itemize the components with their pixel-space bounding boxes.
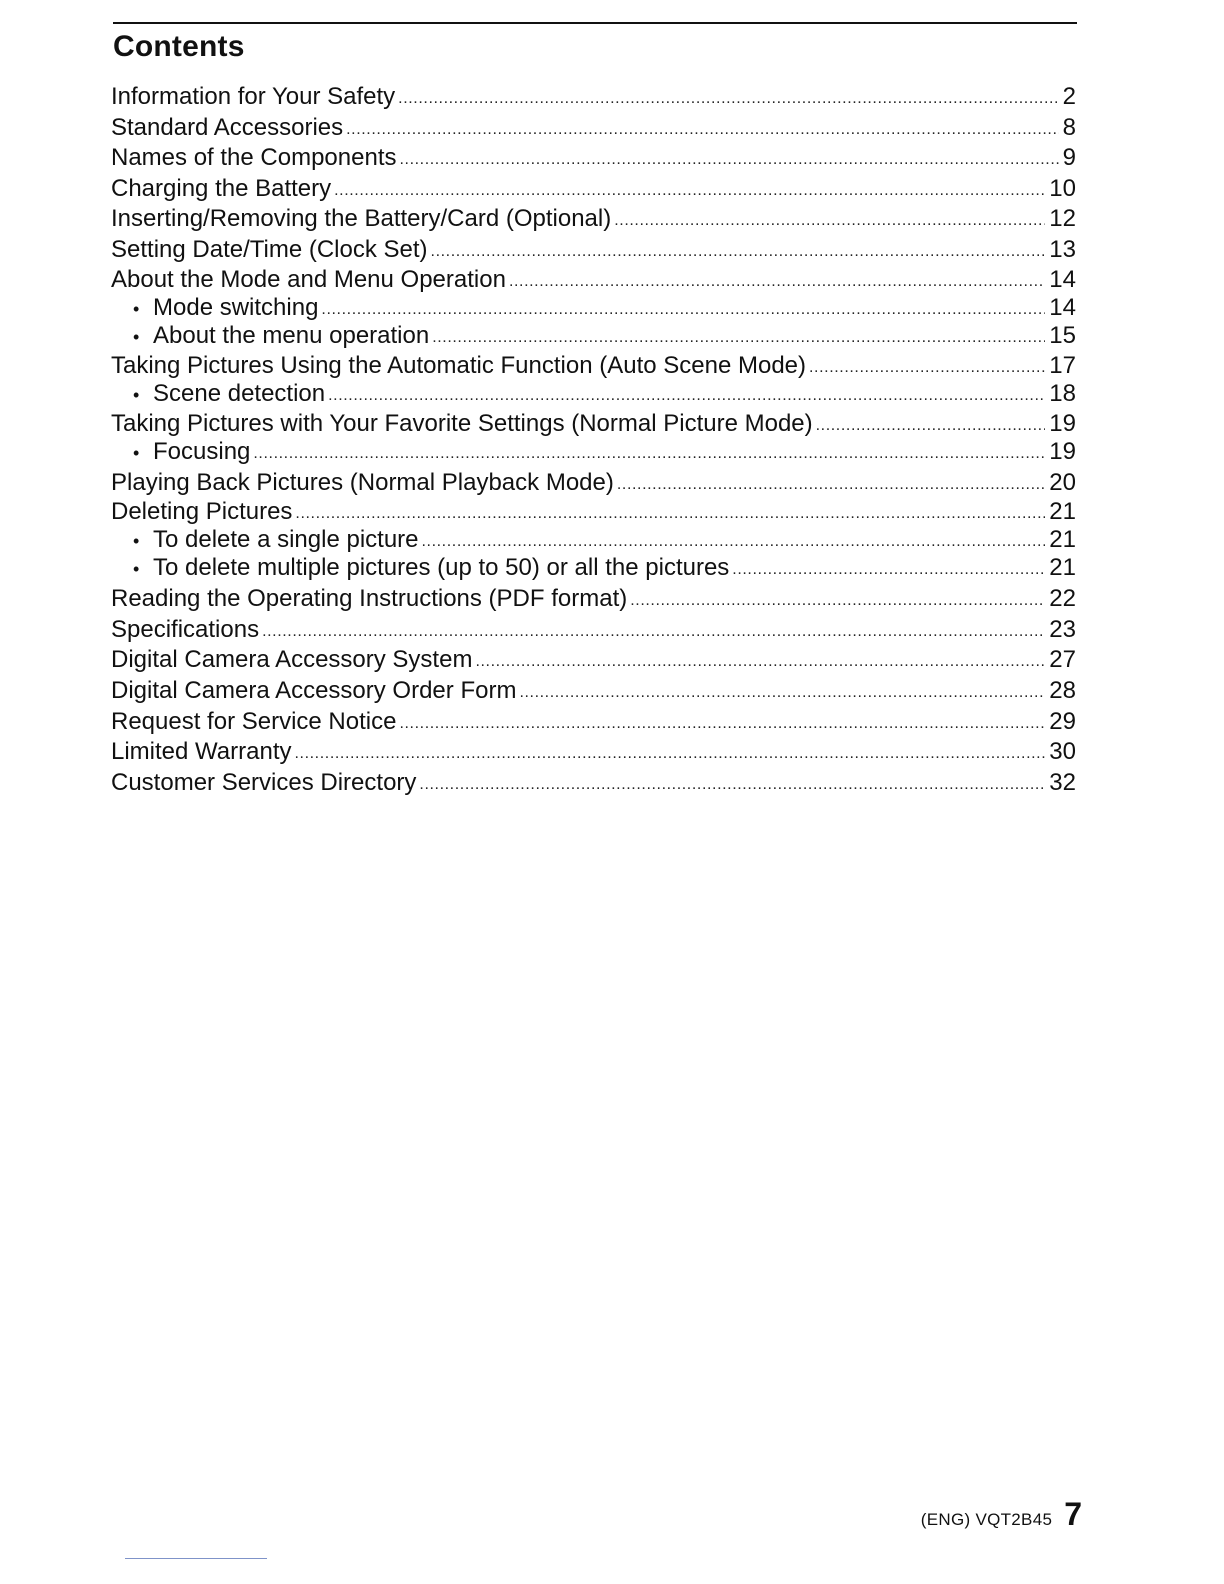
dot-leader xyxy=(346,112,1059,146)
toc-entry[interactable] xyxy=(111,266,1076,294)
dot-leader xyxy=(295,736,1046,770)
toc-entry-title: Customer Services Directory xyxy=(111,768,417,796)
toc-entry-page: 9 xyxy=(1062,144,1076,172)
toc-entry-page: 13 xyxy=(1049,235,1076,263)
toc-entry-title: Standard Accessories xyxy=(111,113,344,141)
toc-entry-page: 14 xyxy=(1049,293,1076,321)
toc-entry-title: Reading the Operating Instructions (PDF format) xyxy=(111,585,628,613)
top-rule xyxy=(113,22,1077,24)
toc-entry-page: 14 xyxy=(1049,265,1076,293)
toc-subentry[interactable] xyxy=(111,294,1076,322)
bullet-icon: • xyxy=(133,531,140,552)
toc-entry-page: 32 xyxy=(1049,768,1076,796)
document-code: (ENG) VQT2B45 xyxy=(920,1510,1053,1529)
dot-leader xyxy=(328,379,1045,410)
dot-leader xyxy=(334,173,1045,207)
toc-entry-page: 19 xyxy=(1049,409,1076,437)
toc-entry[interactable] xyxy=(111,676,1076,707)
dot-leader xyxy=(321,293,1045,324)
toc-entry[interactable] xyxy=(111,498,1076,526)
toc-entry-page: 17 xyxy=(1049,351,1076,379)
toc-entry[interactable] xyxy=(111,615,1076,646)
dot-leader xyxy=(419,767,1045,801)
toc-subentry-label: To delete a single picture xyxy=(153,526,419,554)
dot-leader xyxy=(422,525,1046,556)
dot-leader xyxy=(732,553,1045,584)
toc-subentry-label: To delete multiple pictures (up to 50) or all the pictures xyxy=(153,554,730,582)
toc-entry-title: Taking Pictures Using the Automatic Function (Auto Scene Mode) xyxy=(111,351,807,379)
toc-entry-title xyxy=(133,322,429,351)
toc-entry[interactable] xyxy=(111,113,1076,144)
dot-leader xyxy=(295,497,1045,528)
toc-entry[interactable] xyxy=(111,143,1076,174)
toc-entry-page: 29 xyxy=(1049,707,1076,735)
toc-entry[interactable] xyxy=(111,174,1076,205)
dot-leader xyxy=(253,437,1045,468)
toc-entry[interactable] xyxy=(111,707,1076,738)
toc-entry-title: Deleting Pictures xyxy=(111,498,293,526)
toc-entry-title: Request for Service Notice xyxy=(111,707,397,735)
toc-entry-page: 21 xyxy=(1049,526,1076,554)
table-of-contents xyxy=(111,82,1076,798)
bottom-decorative-line xyxy=(125,1558,267,1559)
toc-subentry[interactable] xyxy=(111,438,1076,468)
toc-entry[interactable] xyxy=(111,352,1076,380)
toc-entry[interactable] xyxy=(111,410,1076,438)
dot-leader xyxy=(816,409,1046,440)
toc-entry-title xyxy=(133,294,318,323)
toc-subentry-label: About the menu operation xyxy=(153,321,430,349)
toc-entry-title xyxy=(133,526,419,555)
toc-entry-page: 2 xyxy=(1062,83,1076,110)
toc-entry-page: 30 xyxy=(1049,738,1076,766)
toc-subentry[interactable] xyxy=(111,526,1076,554)
toc-subentry[interactable] xyxy=(111,554,1076,584)
toc-entry-page: 8 xyxy=(1062,113,1076,141)
toc-entry-title: Playing Back Pictures (Normal Playback Mode) xyxy=(111,468,614,496)
toc-entry-page: 21 xyxy=(1049,498,1076,526)
toc-entry-title xyxy=(133,380,325,409)
page-title: Contents xyxy=(113,30,245,63)
page-footer xyxy=(921,1496,1082,1533)
toc-entry-title: Digital Camera Accessory Order Form xyxy=(111,676,517,704)
bullet-icon: • xyxy=(133,298,140,319)
page-number: 7 xyxy=(1064,1496,1082,1532)
toc-entry-page: 18 xyxy=(1049,379,1076,407)
toc-entry[interactable] xyxy=(111,235,1076,266)
toc-subentry-label: Mode switching xyxy=(153,293,319,321)
bullet-icon: • xyxy=(133,559,140,580)
toc-entry-page: 10 xyxy=(1049,174,1076,202)
toc-entry-title: Charging the Battery xyxy=(111,174,332,202)
dot-leader xyxy=(809,351,1045,382)
toc-entry-page: 12 xyxy=(1049,205,1076,233)
toc-entry-title: Names of the Components xyxy=(111,144,397,172)
dot-leader xyxy=(399,142,1058,176)
dot-leader xyxy=(262,614,1045,648)
toc-entry-title: Inserting/Removing the Battery/Card (Optional) xyxy=(111,205,612,233)
toc-subentry[interactable] xyxy=(111,380,1076,410)
toc-entry-title: Digital Camera Accessory System xyxy=(111,646,473,674)
dot-leader xyxy=(617,467,1045,501)
toc-entry[interactable] xyxy=(111,768,1076,799)
toc-entry-page: 23 xyxy=(1049,615,1076,643)
toc-entry-page: 28 xyxy=(1049,676,1076,704)
toc-entry[interactable] xyxy=(111,204,1076,235)
toc-entry-title: Information for Your Safety xyxy=(111,83,396,110)
toc-subentry[interactable] xyxy=(111,322,1076,352)
bullet-icon: • xyxy=(133,326,140,347)
toc-entry[interactable] xyxy=(111,82,1076,113)
dot-leader xyxy=(509,265,1045,296)
dot-leader xyxy=(614,203,1045,237)
toc-entry-title: Limited Warranty xyxy=(111,738,292,766)
dot-leader xyxy=(431,234,1046,268)
toc-entry-title: Specifications xyxy=(111,615,260,643)
dot-leader xyxy=(398,81,1058,115)
toc-entry-page: 15 xyxy=(1049,321,1076,349)
bullet-icon: • xyxy=(133,442,140,463)
toc-entry-page: 27 xyxy=(1049,646,1076,674)
dot-leader xyxy=(475,644,1045,678)
toc-subentry-label: Scene detection xyxy=(153,379,326,407)
toc-entry[interactable] xyxy=(111,468,1076,499)
toc-entry-page: 22 xyxy=(1049,585,1076,613)
toc-entry[interactable] xyxy=(111,584,1076,615)
toc-entry[interactable] xyxy=(111,645,1076,676)
toc-entry-title: Taking Pictures with Your Favorite Settings (Normal Picture Mode) xyxy=(111,409,813,437)
toc-entry-title xyxy=(133,438,250,467)
toc-subentry-label: Focusing xyxy=(153,437,251,465)
dot-leader xyxy=(432,321,1045,352)
bullet-icon: • xyxy=(133,384,140,405)
toc-entry-page: 21 xyxy=(1049,554,1076,582)
toc-entry-title: Setting Date/Time (Clock Set) xyxy=(111,235,428,263)
dot-leader xyxy=(519,675,1045,709)
toc-entry-title xyxy=(133,554,729,583)
toc-entry-page: 20 xyxy=(1049,468,1076,496)
toc-entry[interactable] xyxy=(111,737,1076,768)
dot-leader xyxy=(399,706,1045,740)
toc-entry-title: About the Mode and Menu Operation xyxy=(111,265,506,293)
dot-leader xyxy=(630,583,1045,617)
toc-entry-page: 19 xyxy=(1049,437,1076,465)
